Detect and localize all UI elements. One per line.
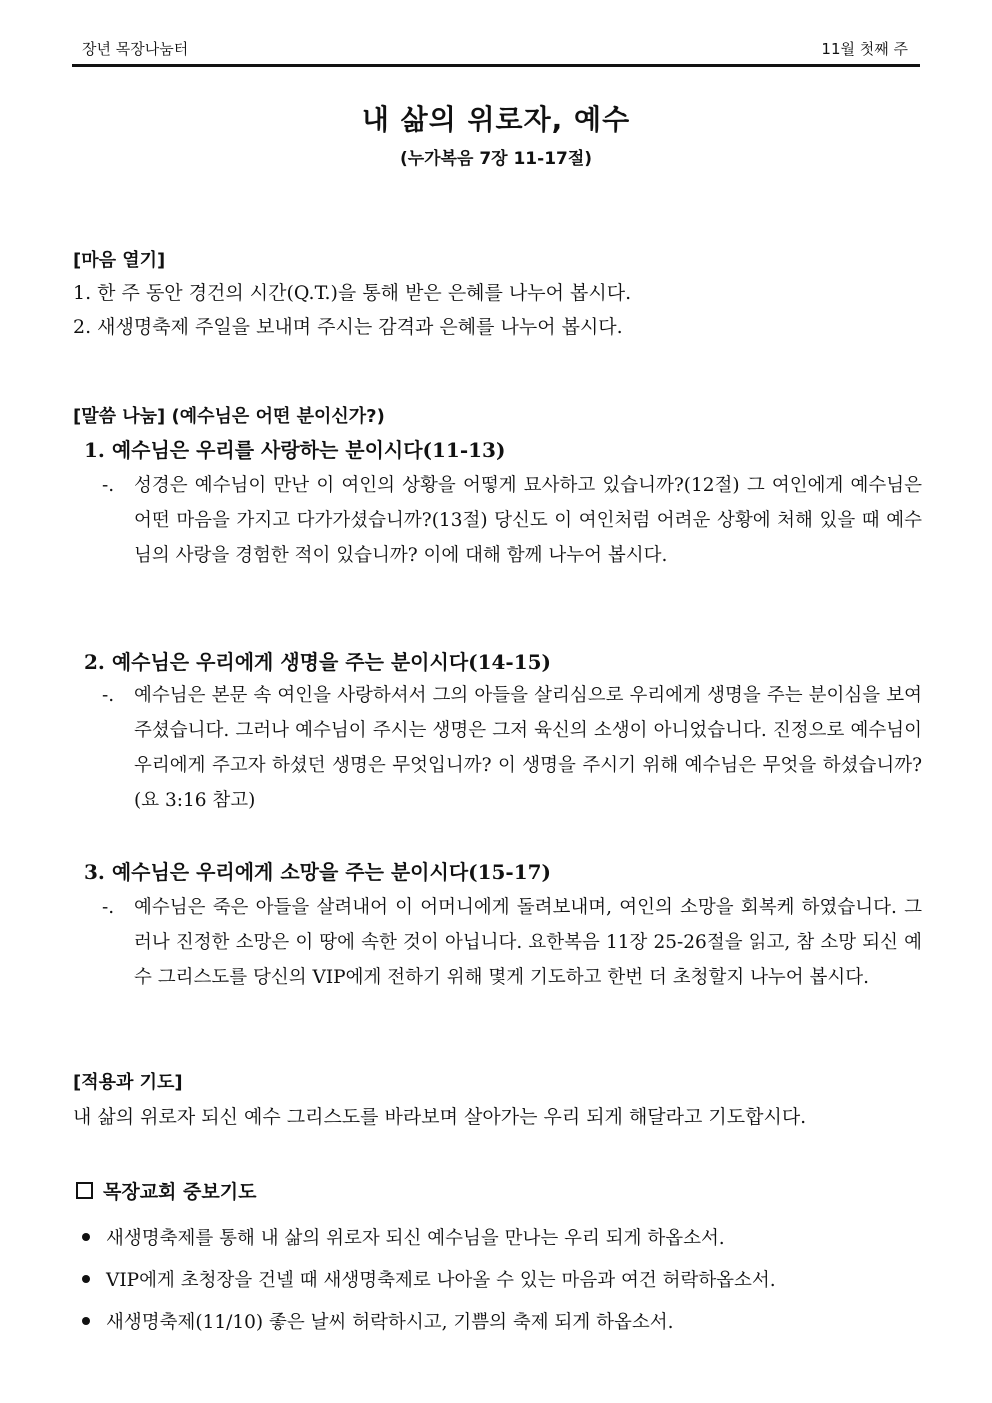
dash-marker: -. bbox=[102, 897, 115, 918]
question-2-body bbox=[102, 678, 922, 818]
question-1-body bbox=[102, 468, 922, 573]
word-heading: [말씀 나눔] (예수님은 어떤 분이신가?) bbox=[73, 406, 385, 427]
checkbox-icon bbox=[76, 1182, 93, 1199]
opening-item: 2. 새생명축제 주일을 보내며 주시는 감격과 은혜를 나누어 봅시다. bbox=[73, 316, 623, 338]
bullet-icon bbox=[82, 1317, 90, 1325]
intercession-item: VIP에게 초청장을 건넬 때 새생명축제로 나아올 수 있는 마음과 여건 허락하옵소서. bbox=[106, 1270, 776, 1291]
word-section bbox=[73, 402, 923, 428]
application-text: 내 삶의 위로자 되신 예수 그리스도를 바라보며 살아가는 우리 되게 해달라고 기도합시다. bbox=[73, 1106, 807, 1128]
intercession-heading: 목장교회 중보기도 bbox=[103, 1181, 257, 1203]
intercession-heading-row bbox=[76, 1177, 256, 1204]
question-text: 성경은 예수님이 만난 이 여인의 상황을 어떻게 묘사하고 있습니까?(12절) 그 여인에게 예수님은 어떤 마음을 가지고 다가가셨습니까?(13절) 당신도 이 여인처럼 어려운 상황에 처해 있을 때 예수님의 사랑을 경험한 적이 있습니까? 이에 대해 함께 나누어 봅시다. bbox=[134, 475, 922, 566]
opening-items bbox=[73, 276, 923, 344]
dash-marker: -. bbox=[102, 685, 115, 706]
header-left-label: 장년 목장나눔터 bbox=[82, 40, 189, 58]
intercession-list bbox=[82, 1218, 776, 1344]
header-week-label: 11월 첫째 주 bbox=[821, 40, 908, 58]
opening-item: 1. 한 주 동안 경건의 시간(Q.T.)을 통해 받은 은혜를 나누어 봅시다. bbox=[73, 282, 632, 304]
scripture-reference: (누가복음 7장 11-17절) bbox=[399, 149, 593, 169]
question-3-title: 3. 예수님은 우리에게 소망을 주는 분이시다(15-17) bbox=[84, 860, 552, 884]
list-item bbox=[82, 1218, 776, 1260]
question-2-title: 2. 예수님은 우리에게 생명을 주는 분이시다(14-15) bbox=[84, 650, 552, 674]
application-section bbox=[73, 1068, 923, 1094]
page-header bbox=[72, 36, 920, 67]
bullet-icon bbox=[82, 1233, 90, 1241]
dash-marker: -. bbox=[102, 475, 115, 496]
question-1-title: 1. 예수님은 우리를 사랑하는 분이시다(11-13) bbox=[84, 438, 506, 462]
question-text: 예수님은 죽은 아들을 살려내어 이 어머니에게 돌려보내며, 여인의 소망을 회복케 하였습니다. 그러나 진정한 소망은 이 땅에 속한 것이 아닙니다. 요한복음 11장 25-26절을 읽고, 참 소망 되신 예수 그리스도를 당신의 VIP에게 전하기 위해 몇게 기도하고 한번 더 초청할지 나누어 봅시다. bbox=[134, 897, 922, 988]
bullet-icon bbox=[82, 1275, 90, 1283]
page-title: 내 삶의 위로자, 예수 bbox=[361, 103, 631, 136]
application-body bbox=[73, 1100, 923, 1134]
application-heading: [적용과 기도] bbox=[73, 1072, 183, 1093]
opening-heading: [마음 열기] bbox=[73, 250, 166, 271]
question-3-body bbox=[102, 890, 922, 995]
opening-section bbox=[73, 246, 923, 272]
question-text: 예수님은 본문 속 여인을 사랑하셔서 그의 아들을 살리심으로 우리에게 생명을 주는 분이심을 보여주셨습니다. 그러나 예수님이 주시는 생명은 그저 육신의 소생이 아니었습니다. 진정으로 예수님이 우리에게 주고자 하셨던 생명은 무엇입니까? 이 생명을 주시기 위해 예수님은 무엇을 하셨습니까?(요 3:16 참고) bbox=[134, 685, 922, 811]
intercession-item: 새생명축제(11/10) 좋은 날씨 허락하시고, 기쁨의 축제 되게 하옵소서. bbox=[106, 1312, 674, 1333]
list-item bbox=[82, 1302, 776, 1344]
list-item bbox=[82, 1260, 776, 1302]
intercession-item: 새생명축제를 통해 내 삶의 위로자 되신 예수님을 만나는 우리 되게 하옵소서. bbox=[106, 1228, 725, 1249]
